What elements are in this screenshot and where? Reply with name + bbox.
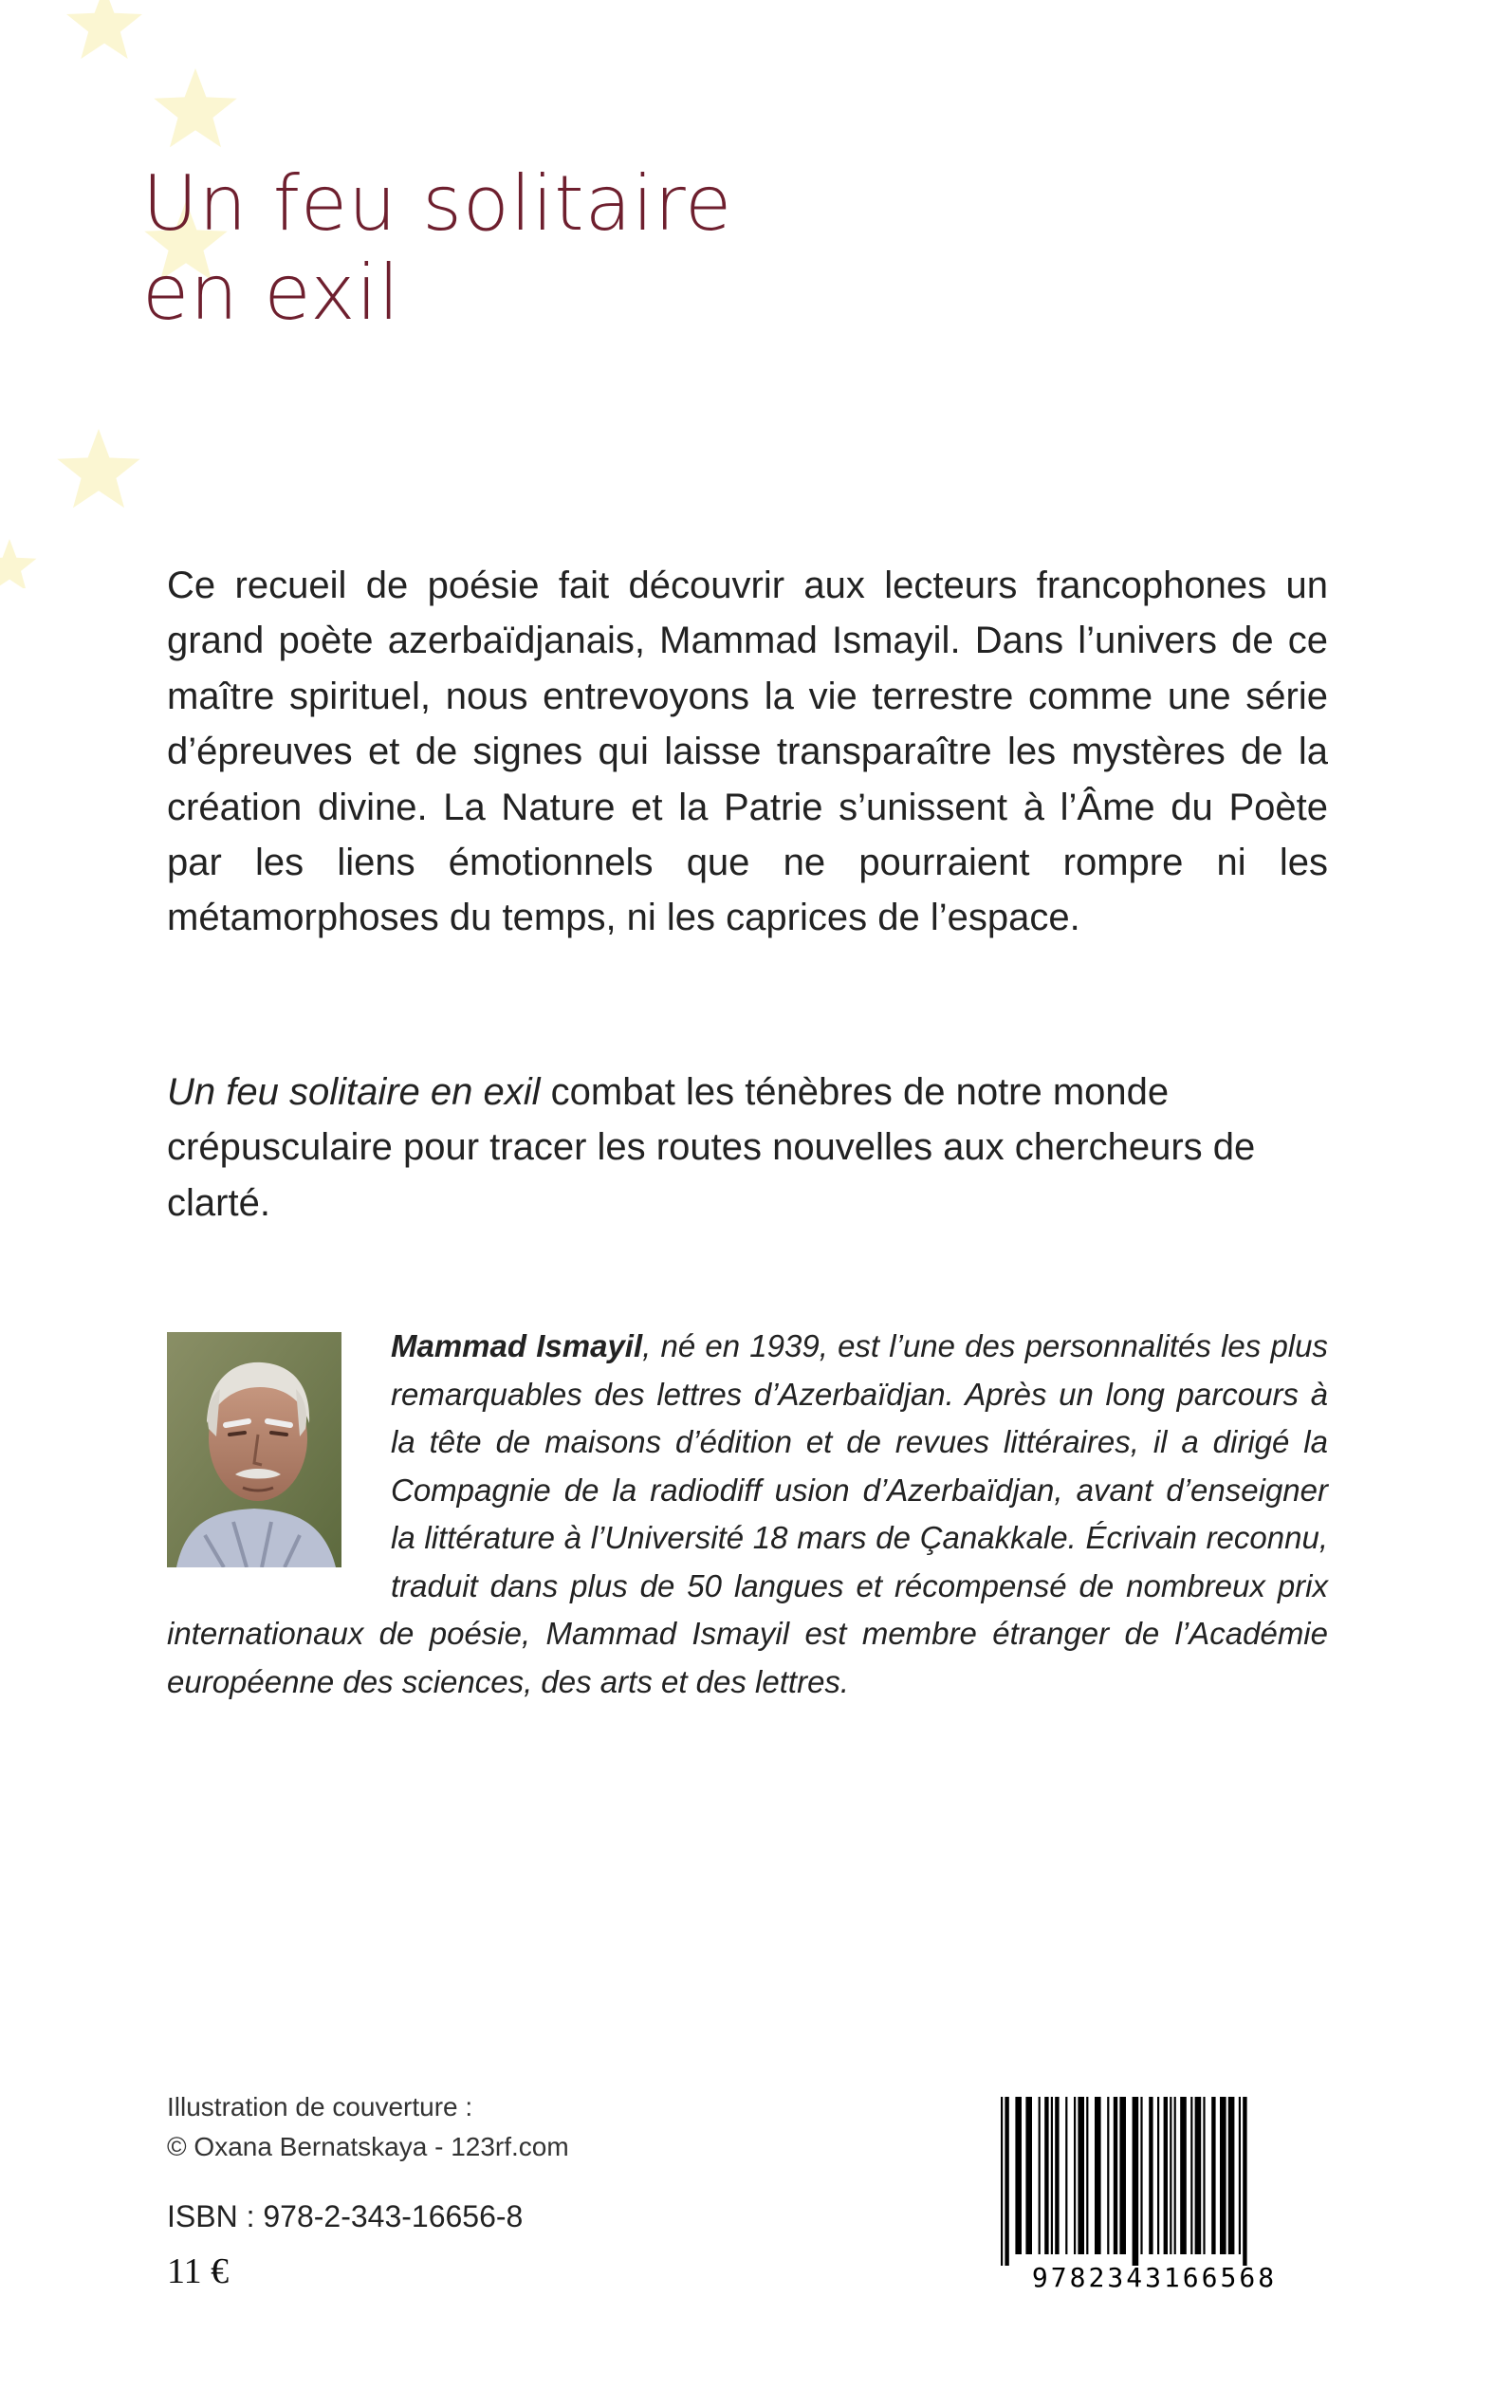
summary-paragraph: Ce recueil de poésie fait découvrir aux lecteurs francophones un grand poète azerbaïdjanais, Mammad Ismayil. Dans l’univers de ce maître spirituel, nous entrevoyons la vie terrestre comme une série d’épreuves et de signes qui laisse transparaître les mystères de la création divine. La Nature et la Patrie s’unissent à l’Âme du Poète par les liens émotionnels que ne pourraient rompre ni les métamorphoses du temps, ni les caprices de l’espace. [167,565,1328,939]
star-icon [0,539,37,588]
isbn: ISBN : 978-2-343-16656-8 [167,2199,524,2233]
author-name: Mammad Ismayil [391,1328,643,1363]
book-title-line-1: Un feu solitaire [142,159,733,248]
author-bio [167,1323,1328,1706]
star-icon [57,429,139,508]
author-bio-text: , né en 1939, est l’une des personnalités les plus remarquables des lettres d’Azerbaïdjan. Après un long parcours à la tête de maisons d’édition et de revues littéraires, il a dirigé la Compagnie de la radiodiff usion d’Azerbaïdjan, avant d’enseigner la littérature à l’Université 18 mars de Çanakkale. Écrivain reconnu, traduit dans plus de 50 langues et récompensé de nombreux prix internationaux de poésie, Mammad Ismayil est membre étranger de l’Académie européenne des sciences, des arts et des lettres. [167,1328,1328,1699]
barcode [982,2093,1328,2292]
summary-book-title: Un feu solitaire en exil [167,1071,541,1113]
barcode-digits: 9782343166568 [1031,2262,1278,2292]
book-title-line-2: en exil [142,249,400,337]
credits-label: Illustration de couverture : [167,2092,473,2121]
star-icon [154,68,236,147]
star-icon [66,0,142,59]
price: 11 € [167,2251,230,2291]
cover-credits [167,2087,569,2167]
book-title [142,159,732,338]
summary-conclusion [167,1065,1328,1231]
summary-conclusion-text: combat les ténèbres de notre monde crépusculaire pour tracer les routes nouvelles aux chercheurs de clarté. [167,1071,1256,1224]
credits-copyright: © Oxana Bernatskaya - 123rf.com [167,2132,569,2161]
